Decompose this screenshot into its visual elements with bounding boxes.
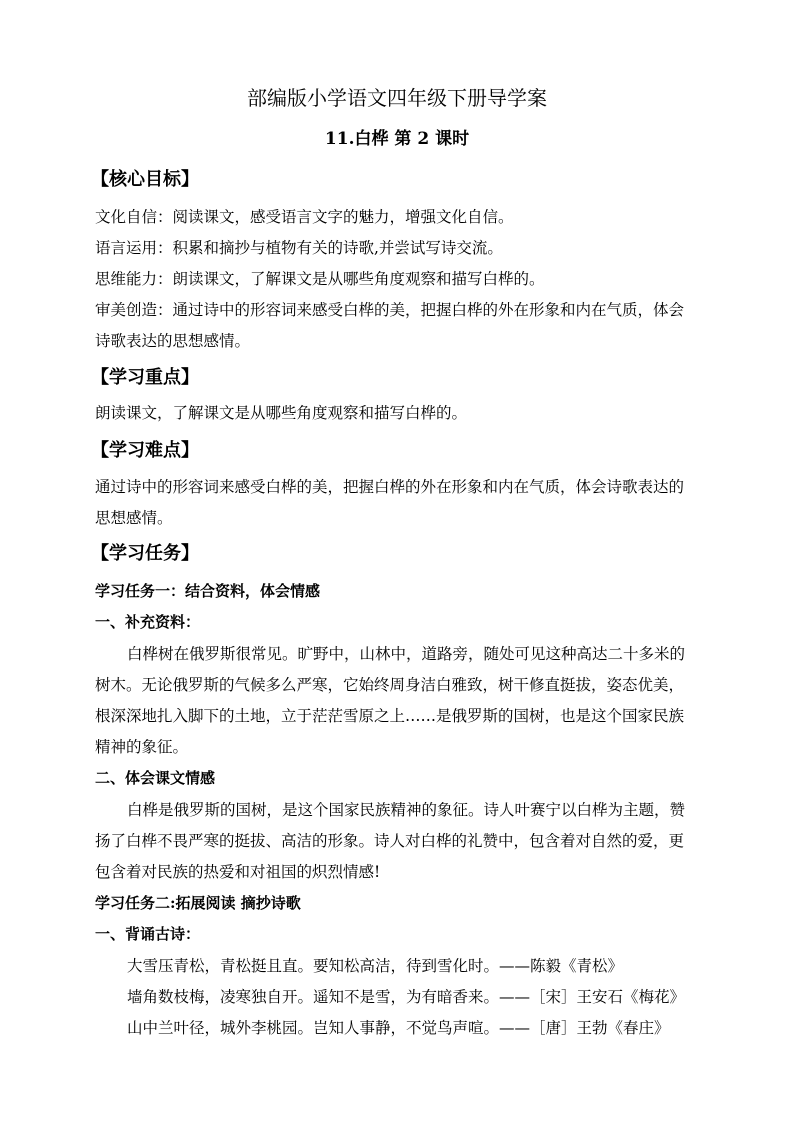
- task1-part2-line-2: 扬了白桦不畏严寒的挺拔、高洁的形象。诗人对白桦的礼赞中，包含着对自然的爱，更: [95, 832, 685, 850]
- task1-part2-title: 二、体会课文情感: [95, 769, 216, 787]
- section-heading-key-points: 【学习重点】: [91, 367, 199, 388]
- goal-line-2: 语言运用：积累和摘抄与植物有关的诗歌,并尝试写诗交流。: [95, 239, 503, 257]
- goal-line-3: 思维能力：朗读课文，了解课文是从哪些角度观察和描写白桦的。: [95, 270, 545, 288]
- task1-title: 学习任务一：结合资料，体会情感: [95, 582, 321, 600]
- goal-line-4: 审美创造：通过诗中的形容词来感受白桦的美，把握白桦的外在形象和内在气质，体会: [95, 301, 685, 319]
- difficulty-line-1: 通过诗中的形容词来感受白桦的美，把握白桦的外在形象和内在气质，体会诗歌表达的: [95, 478, 685, 496]
- lesson-title: 11.白桦 第 2 课时: [324, 129, 470, 149]
- task1-part1-line-2: 树木。无论俄罗斯的气候多么严寒，它始终周身洁白雅致，树干修直挺拔，姿态优美，: [95, 676, 685, 694]
- poem-line-1: 大雪压青松，青松挺且直。要知松高洁，待到雪化时。——陈毅《青松》: [127, 957, 624, 975]
- task2-part1-title: 一、背诵古诗：: [95, 925, 201, 943]
- section-heading-tasks: 【学习任务】: [91, 543, 199, 564]
- task1-part1-line-3: 根深深地扎入脚下的土地，立于茫茫雪原之上……是俄罗斯的国树，也是这个国家民族: [95, 707, 685, 725]
- goal-line-5: 诗歌表达的思想感情。: [95, 332, 251, 350]
- document-title: 部编版小学语文四年级下册导学案: [247, 86, 547, 110]
- section-heading-goals: 【核心目标】: [91, 169, 199, 190]
- task1-part2-line-1: 白桦是俄罗斯的国树，是这个国家民族精神的象征。诗人叶赛宁以白桦为主题，赞: [127, 801, 686, 819]
- poem-line-2: 墙角数枝梅，凌寒独自开。遥知不是雪，为有暗香来。——［宋］王安石《梅花》: [127, 988, 686, 1006]
- poem-line-3: 山中兰叶径，城外李桃园。岂知人事静，不觉鸟声喧。——［唐］王勃《春庄》: [127, 1019, 670, 1037]
- task1-part1-title: 一、补充资料：: [95, 613, 201, 631]
- section-heading-difficulties: 【学习难点】: [91, 440, 199, 461]
- task1-part2-line-3: 包含着对民族的热爱和对祖国的炽烈情感!: [95, 863, 381, 881]
- difficulty-line-2: 思想感情。: [95, 509, 173, 527]
- task1-part1-line-4: 精神的象征。: [95, 738, 189, 756]
- task2-title: 学习任务二:拓展阅读 摘抄诗歌: [95, 894, 301, 912]
- task1-part1-line-1: 白桦树在俄罗斯很常见。旷野中，山林中，道路旁，随处可见这种高达二十多米的: [127, 645, 686, 663]
- key-point-line-1: 朗读课文，了解课文是从哪些角度观察和描写白桦的。: [95, 404, 468, 422]
- goal-line-1: 文化自信：阅读课文，感受语言文字的魅力，增强文化自信。: [95, 208, 514, 226]
